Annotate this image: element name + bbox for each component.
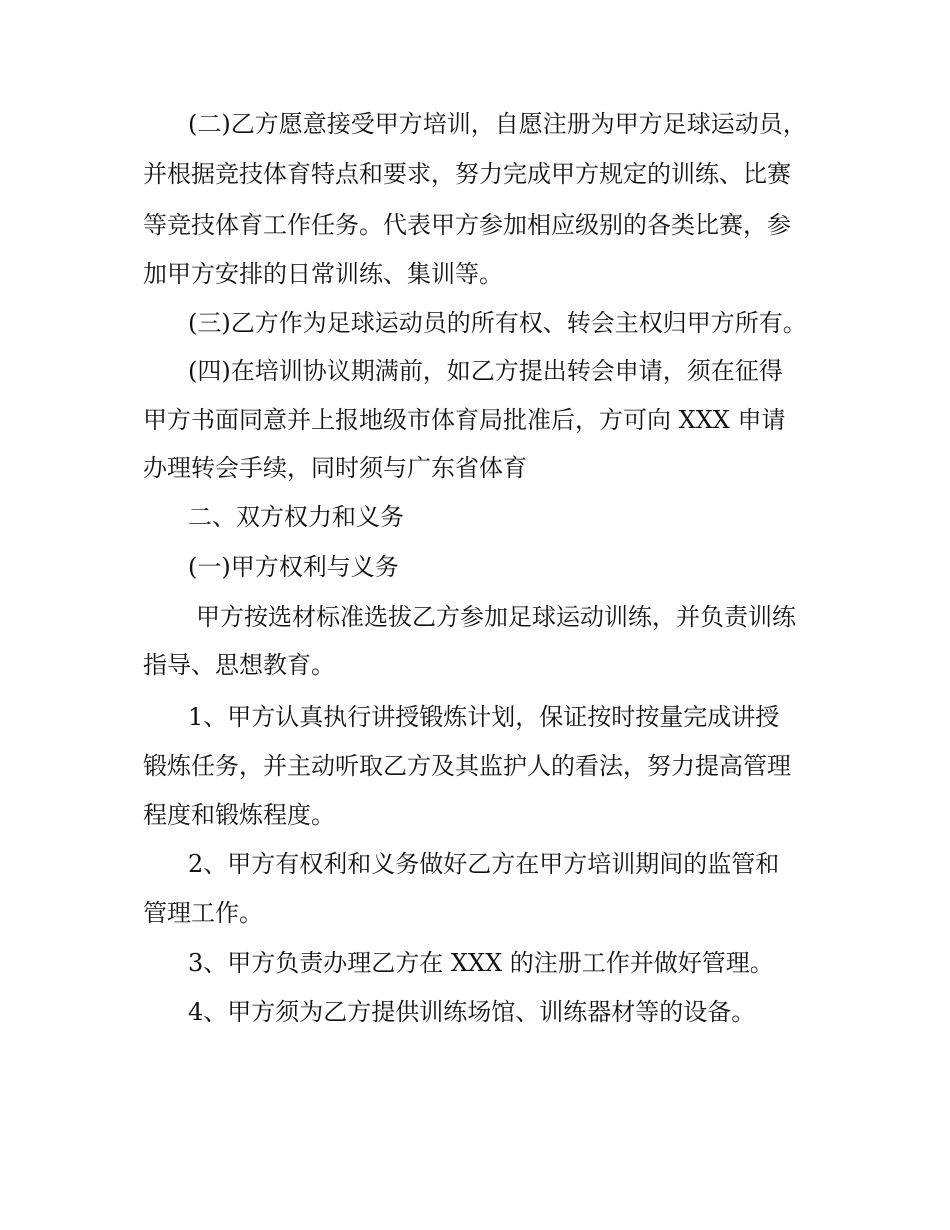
text-line-p4-0: (四)在培训协议期满前，如乙方提出转会申请，须在征得 — [188, 357, 783, 385]
text-line-sub1-0: (一)甲方权利与义务 — [188, 553, 399, 581]
text-line-item1-1: 锻炼任务，并主动听取乙方及其监护人的看法，努力提高管理 — [143, 752, 791, 780]
text-line-item4-0: 4、甲方须为乙方提供训练场馆、训练器材等的设备。 — [188, 998, 756, 1026]
text-line-p2-3: 加甲方安排的日常训练、集训等。 — [143, 260, 503, 288]
text-line-intro-0: 甲方按选材标准选拔乙方参加足球运动训练，并负责训练 — [196, 603, 796, 631]
text-line-p4-2: 办理转会手续，同时须与广东省体育 — [143, 454, 527, 482]
text-line-p2-0: (二)乙方愿意接受甲方培训，自愿注册为甲方足球运动员， — [188, 110, 807, 138]
text-line-item1-2: 程度和锻炼程度。 — [143, 801, 335, 829]
text-line-p2-2: 等竞技体育工作任务。代表甲方参加相应级别的各类比赛，参 — [143, 211, 791, 239]
text-line-item3-0: 3、甲方负责办理乙方在 XXX 的注册工作并做好管理。 — [188, 949, 774, 977]
text-line-section2-0: 二、双方权力和义务 — [188, 503, 404, 531]
text-line-p4-1: 甲方书面同意并上报地级市体育局批准后，方可向 XXX 申请 — [143, 406, 786, 434]
text-line-p2-1: 并根据竞技体育特点和要求，努力完成甲方规定的训练、比赛 — [143, 160, 791, 188]
text-line-p3-0: (三)乙方作为足球运动员的所有权、转会主权归甲方所有。 — [188, 309, 807, 337]
text-line-item2-0: 2、甲方有权利和义务做好乙方在甲方培训期间的监管和 — [188, 850, 780, 878]
text-line-item1-0: 1、甲方认真执行讲授锻炼计划，保证按时按量完成讲授 — [188, 703, 780, 731]
text-line-item2-1: 管理工作。 — [143, 899, 263, 927]
text-line-intro-1: 指导、思想教育。 — [143, 651, 335, 679]
